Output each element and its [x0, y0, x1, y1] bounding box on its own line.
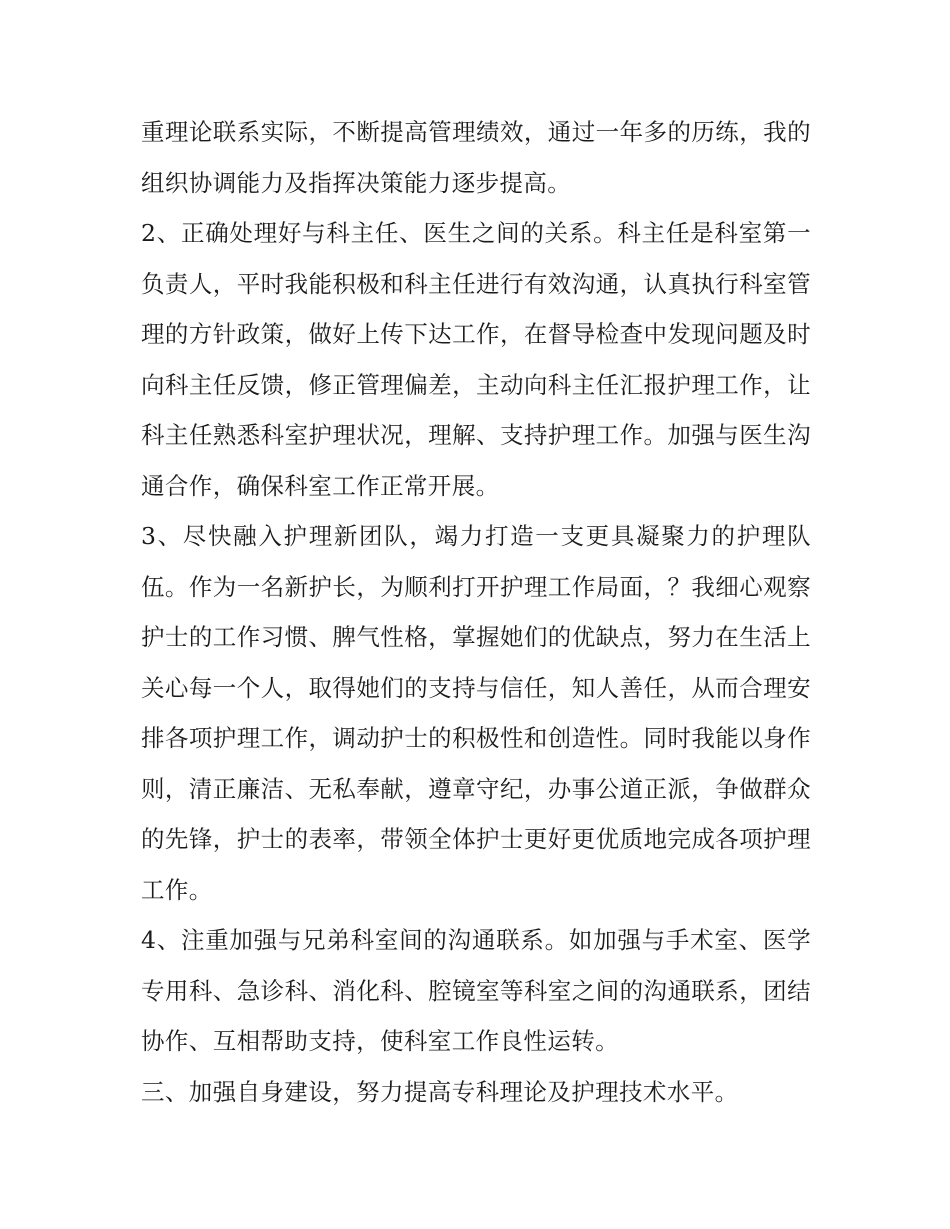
- paragraph-continuation: 重理论联系实际，不断提高管理绩效，通过一年多的历练，我的组织协调能力及指挥决策能力逐步提高。: [141, 118, 811, 197]
- document-body: [141, 107, 811, 1117]
- paragraph-item-4: 4、注重加强与兄弟科室间的沟通联系。如加强与手术室、医学专用科、急诊科、消化科、腔镜室等科室之间的沟通联系，团结协作、互相帮助支持，使科室工作良性运转。: [141, 926, 811, 1055]
- paragraph-item-3: 3、尽快融入护理新团队，竭力打造一支更具凝聚力的护理队伍。作为一名新护长，为顺利打开护理工作局面，？我细心观察护士的工作习惯、脾气性格，掌握她们的优缺点，努力在生活上关心每一个人，取得她们的支持与信任，知人善任，从而合理安排各项护理工作，调动护士的积极性和创造性。同时我能以身作则，清正廉洁、无私奉献，遵章守纪，办事公道正派，争做群众的先锋，护士的表率，带领全体护士更好更优质地完成各项护理工作。: [141, 522, 811, 904]
- paragraph-item-2: 2、正确处理好与科主任、医生之间的关系。科主任是科室第一负责人，平时我能积极和科主任进行有效沟通，认真执行科室管理的方针政策，做好上传下达工作，在督导检查中发现问题及时向科主任反馈，修正管理偏差，主动向科主任汇报护理工作，让科主任熟悉科室护理状况，理解、支持护理工作。加强与医生沟通合作，确保科室工作正常开展。: [141, 219, 811, 500]
- section-heading-3: 三、加强自身建设，努力提高专科理论及护理技术水平。: [141, 1077, 739, 1106]
